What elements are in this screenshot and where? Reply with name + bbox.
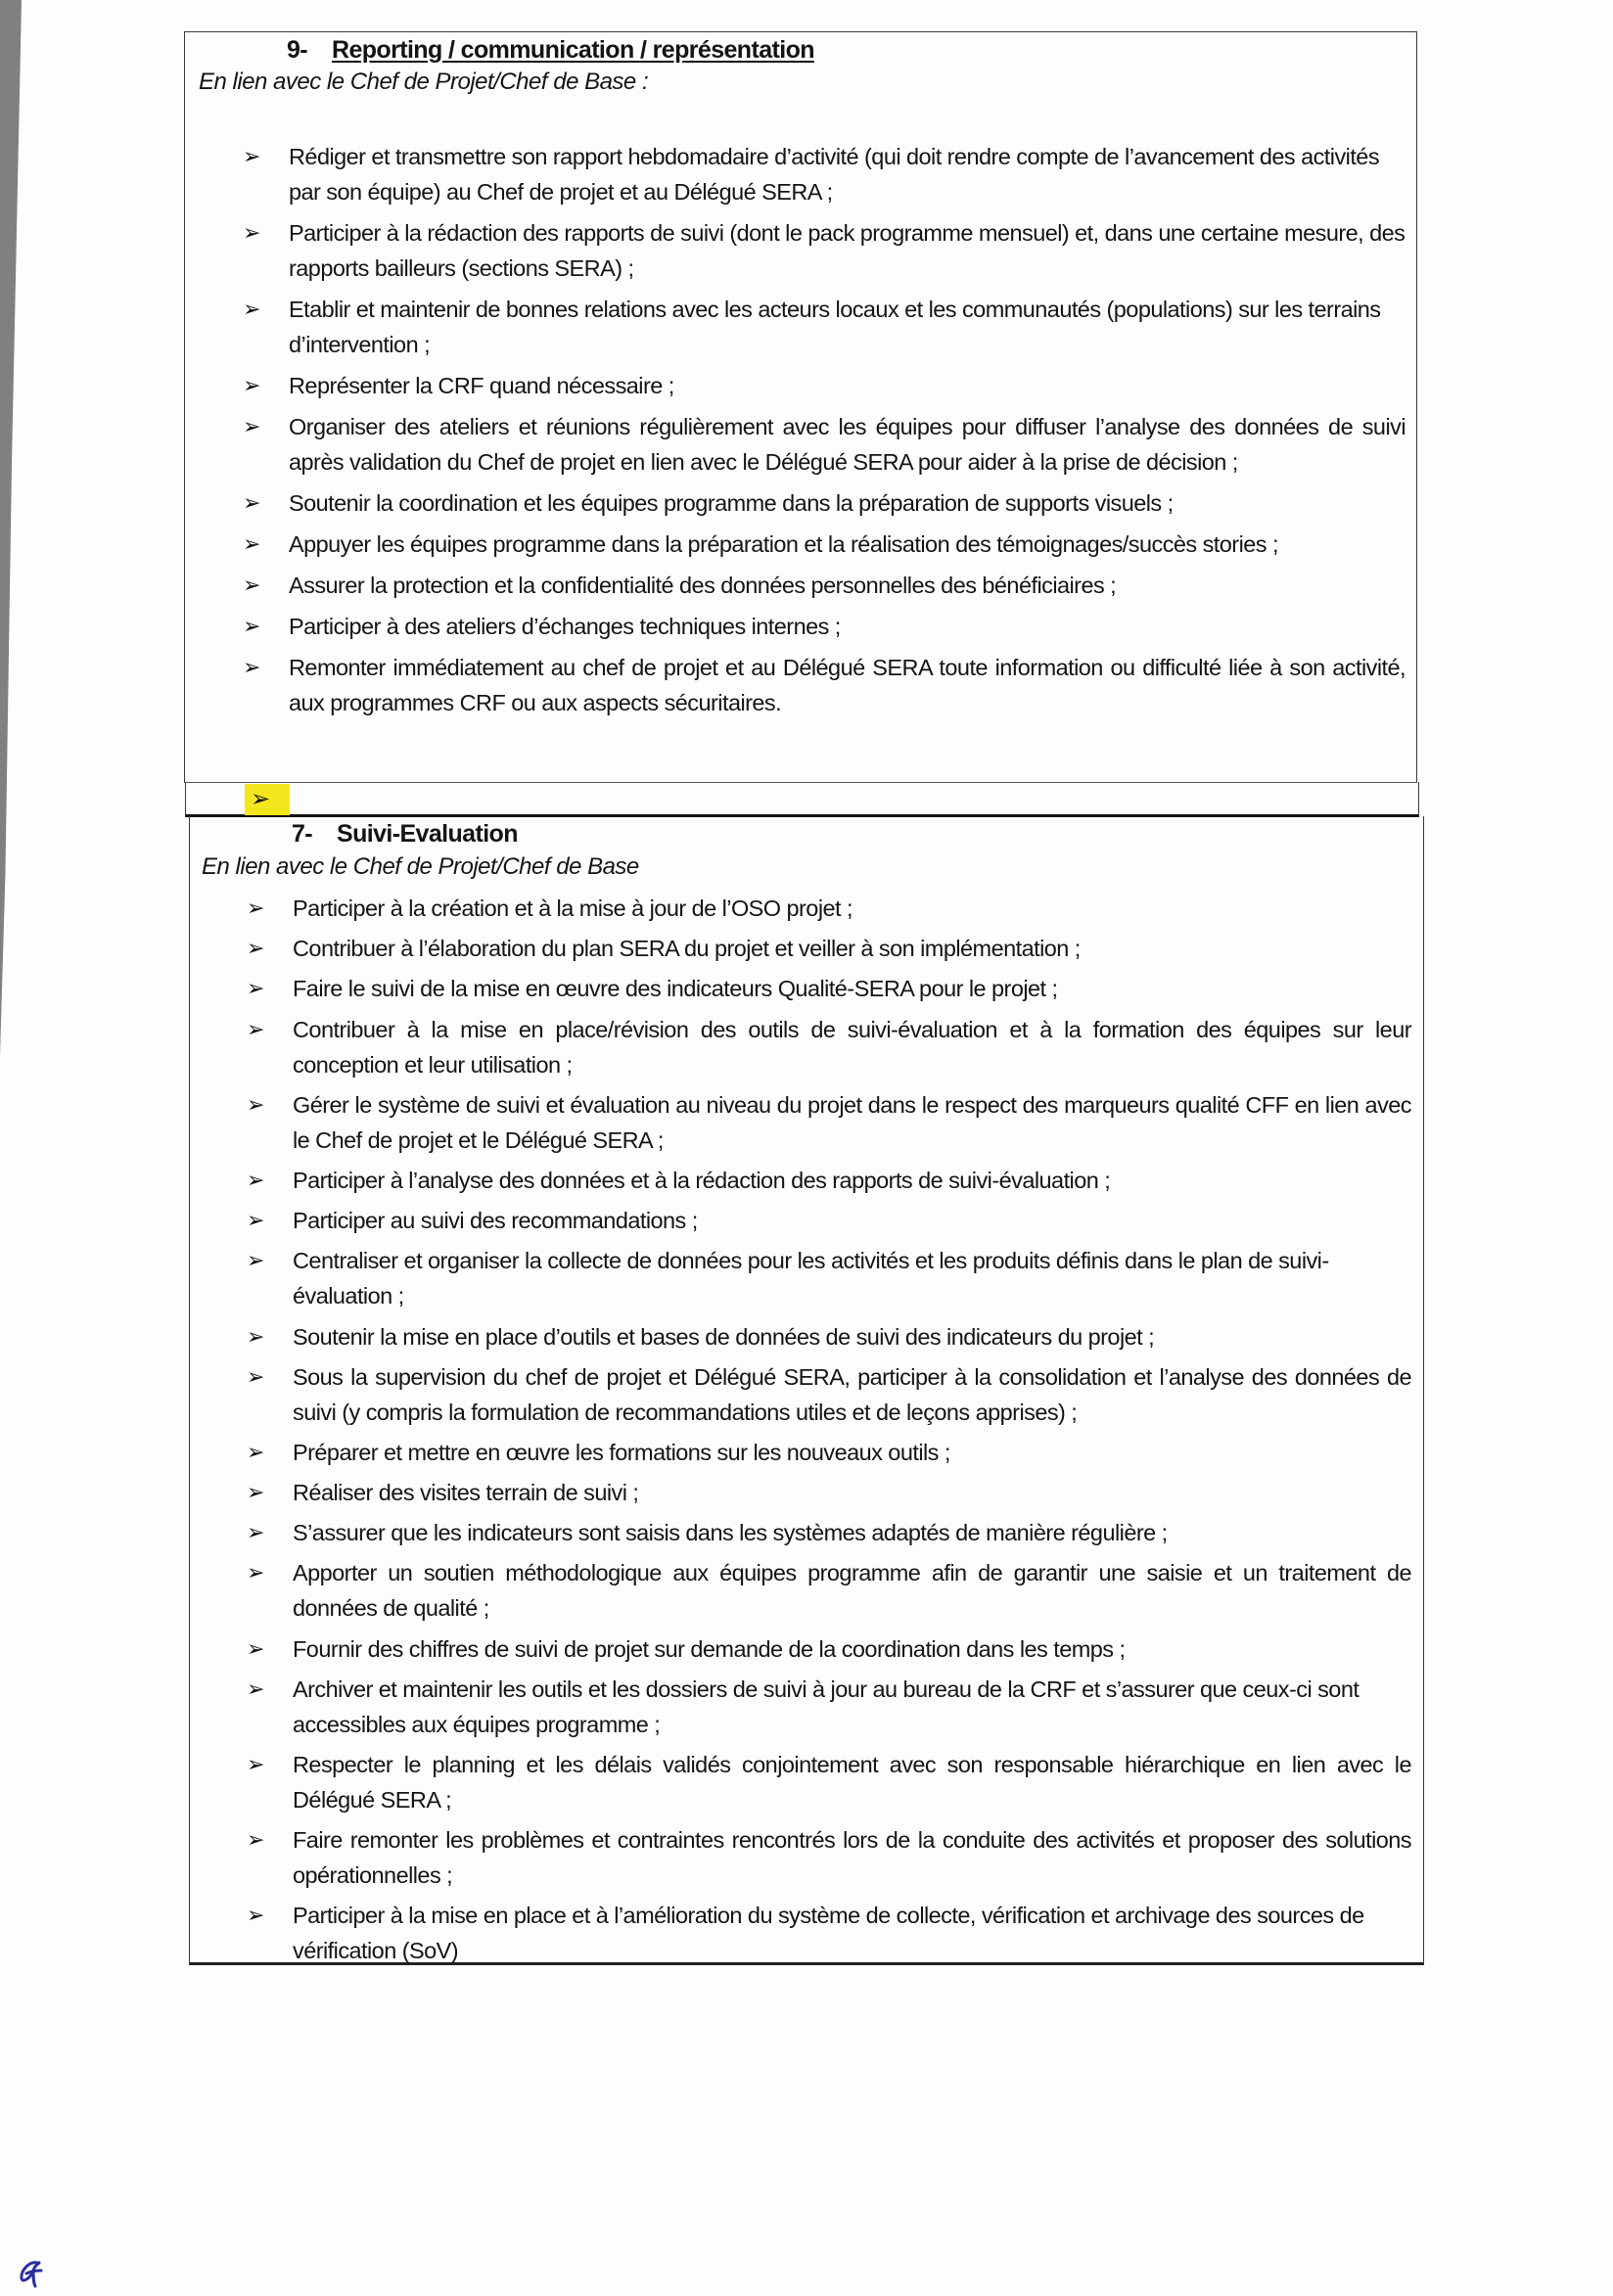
list-item-text: Centraliser et organiser la collecte de données pour les activités et les produits définis dans le plan de suivi-évaluation ; <box>293 1248 1329 1309</box>
arrowhead-bullet-icon: ➢ <box>243 220 260 245</box>
list-item <box>247 1359 1411 1430</box>
arrowhead-bullet-icon: ➢ <box>247 1323 264 1349</box>
list-item <box>247 971 1411 1006</box>
arrowhead-bullet-icon: ➢ <box>247 1016 264 1041</box>
list-item <box>247 1555 1411 1626</box>
list-item-text: Gérer le système de suivi et évaluation au niveau du projet dans le respect des marqueurs qualité CFF en lien avec le Chef de projet et le Délégué SERA ; <box>293 1091 1411 1153</box>
arrowhead-bullet-icon: ➢ <box>247 1827 264 1853</box>
list-item <box>247 1163 1411 1198</box>
list-item <box>247 1087 1411 1158</box>
list-item-text: Participer au suivi des recommandations ; <box>293 1208 698 1234</box>
list-item <box>247 931 1411 966</box>
list-item-text: Fournir des chiffres de suivi de projet sur demande de la coordination dans les temps ; <box>293 1635 1126 1662</box>
arrowhead-bullet-icon: ➢ <box>243 614 260 638</box>
list-item-text: Réaliser des visites terrain de suivi ; <box>293 1480 639 1506</box>
list-item-text: Remonter immédiatement au chef de projet et au Délégué SERA toute information ou difficulté liée à son activité, aux programmes CRF ou aux aspects sécuritaires. <box>289 655 1406 715</box>
empty-bullet-row <box>185 782 1419 817</box>
arrowhead-bullet-icon: ➢ <box>247 1091 264 1117</box>
arrowhead-bullet-icon: ➢ <box>247 1480 264 1505</box>
arrowhead-bullet-icon: ➢ <box>243 573 260 597</box>
list-item-text: Appuyer les équipes programme dans la préparation et la réalisation des témoignages/succès stories ; <box>289 531 1278 557</box>
reporting-duties-list <box>243 139 1406 726</box>
arrowhead-bullet-icon: ➢ <box>243 414 260 438</box>
arrowhead-bullet-icon: ➢ <box>247 1248 264 1273</box>
arrowhead-bullet-icon: ➢ <box>247 1439 264 1464</box>
section-title: Suivi-Evaluation <box>337 820 518 848</box>
list-item-text: Assurer la protection et la confidentialité des données personnelles des bénéficiaires ; <box>289 573 1117 598</box>
arrowhead-bullet-icon: ➢ <box>247 1752 264 1776</box>
arrowhead-bullet-icon: ➢ <box>247 1635 264 1661</box>
list-item-text: Participer à la rédaction des rapports de suivi (dont le pack programme mensuel) et, dans une certaine mesure, des rapports bailleurs (sections SERA) ; <box>289 220 1406 281</box>
arrowhead-bullet-icon: ➢ <box>251 786 271 812</box>
scan-edge-shadow <box>0 0 22 2296</box>
list-item <box>247 1012 1411 1082</box>
list-item-text: Apporter un soutien méthodologique aux équipes programme afin de garantir une saisie et un traitement de données de qualité ; <box>293 1560 1411 1622</box>
list-item-text: Faire le suivi de la mise en œuvre des indicateurs Qualité-SERA pour le projet ; <box>293 976 1058 1002</box>
section-title: Reporting / communication / représentation <box>332 36 814 64</box>
arrowhead-bullet-icon: ➢ <box>247 1167 264 1192</box>
arrowhead-bullet-icon: ➢ <box>243 655 260 679</box>
list-item-text: Préparer et mettre en œuvre les formations sur les nouveaux outils ; <box>293 1439 950 1465</box>
list-item <box>243 485 1406 521</box>
list-item <box>243 568 1406 603</box>
list-item-text: Contribuer à la mise en place/révision des outils de suivi-évaluation et à la formation des équipes sur leur conception et leur utilisation ; <box>293 1016 1411 1078</box>
arrowhead-bullet-icon: ➢ <box>247 1903 264 1928</box>
list-item <box>247 1515 1411 1550</box>
list-item <box>243 650 1406 720</box>
list-item-text: Contribuer à l’élaboration du plan SERA du projet et veiller à son implémentation ; <box>293 936 1081 962</box>
list-item <box>247 1203 1411 1238</box>
list-item <box>243 368 1406 403</box>
arrowhead-bullet-icon: ➢ <box>243 373 260 397</box>
list-item <box>247 891 1411 926</box>
list-item <box>247 1822 1411 1893</box>
list-item <box>247 1319 1411 1355</box>
list-item-text: Etablir et maintenir de bonnes relations avec les acteurs locaux et les communautés (populations) sur les terrains d’intervention ; <box>289 297 1381 357</box>
arrowhead-bullet-icon: ➢ <box>247 895 264 920</box>
list-item-text: Organiser des ateliers et réunions régulièrement avec les équipes pour diffuser l’analyse des données de suivi après validation du Chef de projet en lien avec le Délégué SERA pour aider à la prise de décision ; <box>289 414 1406 475</box>
arrowhead-bullet-icon: ➢ <box>247 1676 264 1701</box>
arrowhead-bullet-icon: ➢ <box>247 936 264 961</box>
list-item-text: Représenter la CRF quand nécessaire ; <box>289 373 674 398</box>
list-item <box>247 1243 1411 1313</box>
list-item-text: Faire remonter les problèmes et contraintes rencontrés lors de la conduite des activités et proposer des solutions opérationnelles ; <box>293 1827 1411 1889</box>
section-number: 7- <box>292 820 313 848</box>
arrowhead-bullet-icon: ➢ <box>247 976 264 1001</box>
list-item-text: Soutenir la mise en place d’outils et bases de données de suivi des indicateurs du projet ; <box>293 1323 1155 1350</box>
list-item <box>243 292 1406 362</box>
arrowhead-bullet-icon: ➢ <box>247 1520 264 1545</box>
section-subtitle: En lien avec le Chef de Projet/Chef de Base : <box>199 69 649 95</box>
list-item-text: Participer à des ateliers d’échanges techniques internes ; <box>289 614 841 639</box>
arrowhead-bullet-icon: ➢ <box>247 1560 264 1585</box>
section-heading-reporting <box>287 36 814 65</box>
list-item <box>247 1435 1411 1470</box>
list-item-text: Rédiger et transmettre son rapport hebdomadaire d’activité (qui doit rendre compte de l’avancement des activités par son équipe) au Chef de projet et au Délégué SERA ; <box>289 144 1380 205</box>
list-item <box>247 1672 1411 1742</box>
list-item-text: Respecter le planning et les délais validés conjointement avec son responsable hiérarchique en lien avec le Délégué SERA ; <box>293 1752 1411 1813</box>
section-subtitle: En lien avec le Chef de Projet/Chef de Base <box>202 853 639 880</box>
list-item <box>247 1747 1411 1817</box>
arrowhead-bullet-icon: ➢ <box>243 531 260 556</box>
list-item <box>243 139 1406 209</box>
arrowhead-bullet-icon: ➢ <box>243 297 260 321</box>
list-item-text: Sous la supervision du chef de projet et Délégué SERA, participer à la consolidation et l’analyse des données de suivi (y compris la formulation de recommandations utiles et de leçons apprises) ; <box>293 1363 1411 1425</box>
arrowhead-bullet-icon: ➢ <box>243 490 260 515</box>
list-item <box>247 1475 1411 1510</box>
list-item <box>243 215 1406 286</box>
arrowhead-bullet-icon: ➢ <box>247 1208 264 1233</box>
list-item-text: Archiver et maintenir les outils et les dossiers de suivi à jour au bureau de la CRF et s’assurer que ceux-ci sont accessibles aux équipes programme ; <box>293 1676 1360 1737</box>
list-item <box>243 409 1406 480</box>
list-item-text: Soutenir la coordination et les équipes programme dans la préparation de supports visuels ; <box>289 490 1174 516</box>
arrowhead-bullet-icon: ➢ <box>247 1363 264 1389</box>
arrowhead-bullet-icon: ➢ <box>243 144 260 168</box>
list-item-text: Participer à l’analyse des données et à la rédaction des rapports de suivi-évaluation ; <box>293 1167 1111 1193</box>
list-item-text: Participer à la mise en place et à l’amélioration du système de collecte, vérification et archivage des sources de vérification (SoV) <box>293 1903 1364 1964</box>
handwritten-initial-icon <box>18 2257 47 2288</box>
list-item-text: Participer à la création et à la mise à jour de l’OSO projet ; <box>293 895 853 921</box>
list-item <box>247 1631 1411 1667</box>
list-item <box>247 1898 1411 1968</box>
suivi-evaluation-duties-list <box>247 891 1411 1974</box>
list-item-text: S’assurer que les indicateurs sont saisis dans les systèmes adaptés de manière régulière ; <box>293 1520 1168 1546</box>
list-item <box>243 527 1406 562</box>
list-item <box>243 609 1406 644</box>
section-number: 9- <box>287 36 308 64</box>
section-heading-suivi-evaluation <box>292 820 518 849</box>
